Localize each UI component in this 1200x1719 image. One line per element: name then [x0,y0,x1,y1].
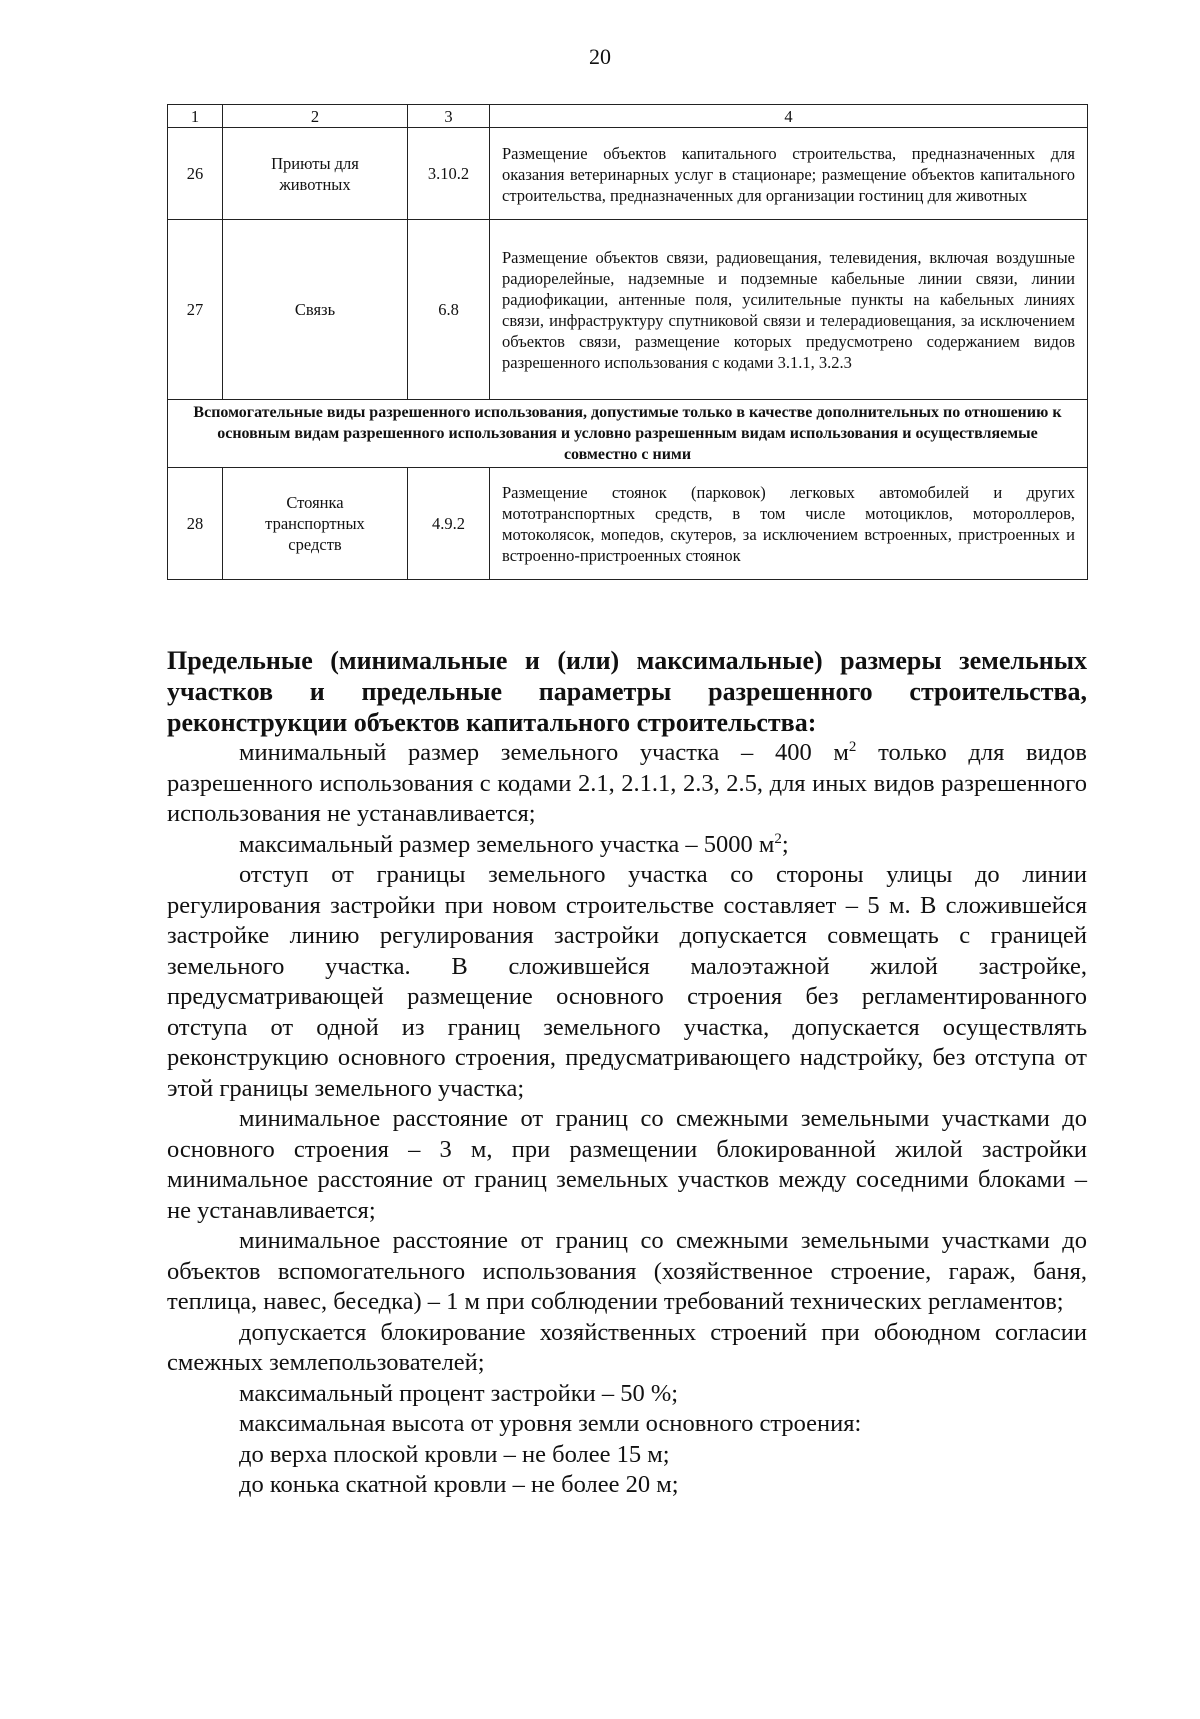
row-number: 28 [168,468,223,580]
use-type-description: Размещение объектов связи, радиовещания, телевидения, включая воздушные радиорелейные, надземные и подземные кабельные линии связи, линии радиофикации, антенные поля, усилительные пункты на кабельных линиях связи, инфраструктуру спутниковой связи и телерадиовещания, за исключением объектов связи, размещение которых предусмотрено содержанием видов разрешенного использования с кодами 3.1.1, 3.2.3 [490,220,1088,400]
use-type-description: Размещение стоянок (парковок) легковых автомобилей и других мототранспортных средств, в том числе мотоциклов, мотороллеров, мотоколясок, мопедов, скутеров, за исключением встроенных, пристроенных и встроенно-пристроенных стоянок [490,468,1088,580]
use-type-name: Стоянка транспортных средств [223,468,408,580]
section-row [168,400,1088,468]
table-header-row [168,105,1088,128]
section-heading: Предельные (минимальные и (или) максимальные) размеры земельных участков и предельные параметры разрешенного строительства, реконструкции объектов капитального строительства: [167,646,1087,737]
paragraph-pitched-roof: до конька скатной кровли – не более 20 м; [239,1471,679,1498]
text-run: максимальный размер земельного участка – 5000 м [239,830,775,858]
superscript: 2 [848,739,857,755]
table-row [168,128,1088,220]
use-type-code: 6.8 [408,220,490,400]
paragraph-blocking: допускается блокирование хозяйственных строений при обоюдном согласии смежных землепользователей; [167,1318,1087,1376]
body-text [167,738,1087,1501]
paragraph-min-distance-main: минимальное расстояние от границ со смежными земельными участками до основного строения – 3 м, при размещении блокированной жилой застройки минимальное расстояние от границ земельных участков между соседними блоками – не устанавливается; [167,1105,1087,1224]
superscript: 2 [774,830,782,847]
header-cell: 1 [168,105,223,128]
use-type-name: Связь [223,220,408,400]
table-row [168,220,1088,400]
use-type-name: Приюты для животных [223,128,408,220]
paragraph-max-plot-size [167,830,1087,861]
paragraph-min-plot-size [167,738,1087,830]
paragraph-max-coverage: максимальный процент застройки – 50 %; [239,1379,679,1407]
land-use-table [167,104,1088,580]
section-title: Вспомогательные виды разрешенного использования, допустимые только в качестве дополнительных по отношению к основным видам разрешенного использования и условно разрешенным видам использования и осуществляемые совместно с ними [168,400,1088,468]
paragraph-flat-roof: до верха плоской кровли – не более 15 м; [239,1440,670,1468]
text-run: ; [781,830,789,858]
paragraph-setback: отступ от границы земельного участка со стороны улицы до линии регулирования застройки при новом строительстве составляет – 5 м. В сложившейся застройке линию регулирования застройки допускается совмещать с границей земельного участка. В сложившейся малоэтажной жилой застройке, предусматривающей размещение основного строения без регламентированного отступа от одной из границ земельного участка, допускается осуществлять реконструкцию основного строения, предусматривающего надстройку, без отступа от этой границы земельного участка; [167,861,1087,1102]
page-number: 20 [589,44,611,69]
header-cell: 2 [223,105,408,128]
use-type-code: 4.9.2 [408,468,490,580]
use-type-description: Размещение объектов капитального строительства, предназначенных для оказания ветеринарных услуг в стационаре; размещение объектов капитального строительства, предназначенных для организации гостиниц для животных [490,128,1088,220]
paragraph-max-height: максимальная высота от уровня земли основного строения: [239,1410,862,1437]
header-cell: 4 [490,105,1088,128]
header-cell: 3 [408,105,490,128]
text-run: минимальный размер земельного участка – 400 м [239,739,849,766]
text-run: только для видов разрешенного использования с кодами 2.1, 2.1.1, 2.3, 2.5, для иных видов разрешенного использования не устанавливается; [167,739,1088,827]
paragraph-min-distance-auxiliary: минимальное расстояние от границ со смежными земельными участками до объектов вспомогательного использования (хозяйственное строение, гараж, баня, теплица, навес, беседка) – 1 м при соблюдении требований технических регламентов; [167,1227,1087,1315]
row-number: 27 [168,220,223,400]
use-type-code: 3.10.2 [408,128,490,220]
row-number: 26 [168,128,223,220]
table-row [168,468,1088,580]
